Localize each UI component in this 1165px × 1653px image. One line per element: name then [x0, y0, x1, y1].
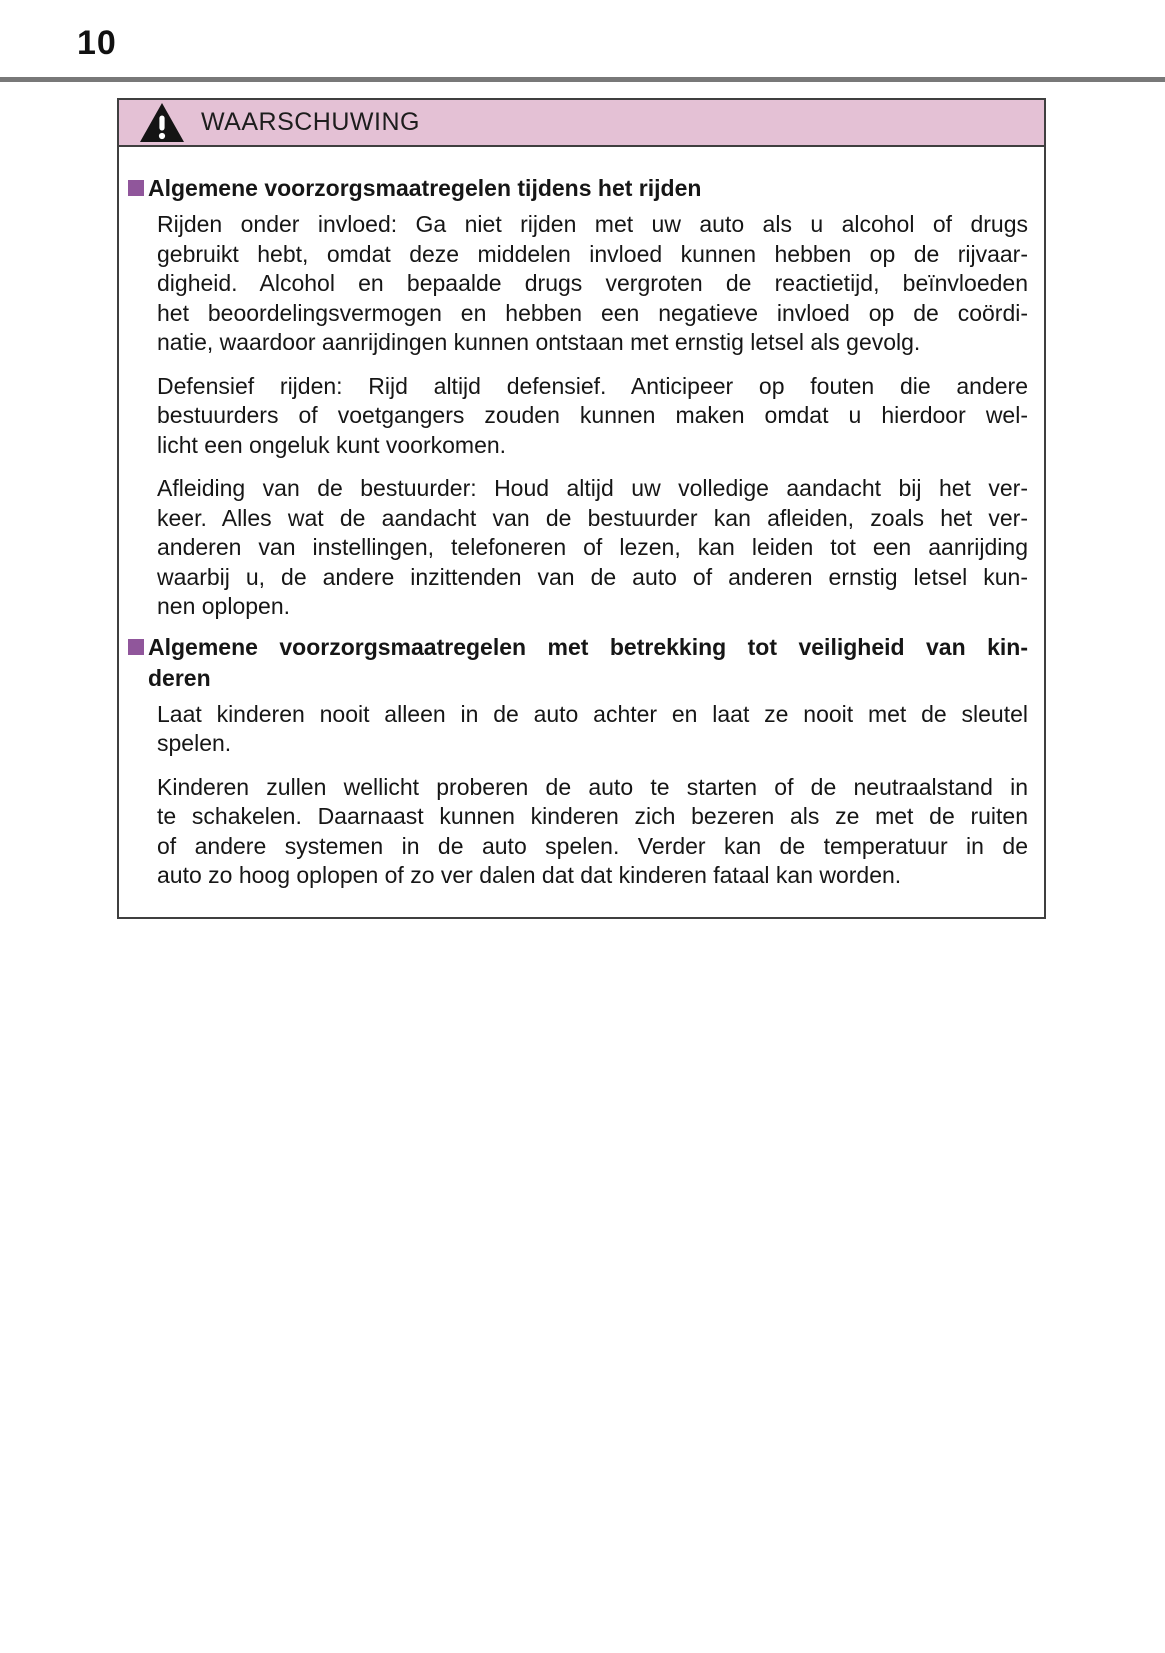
section-heading: [128, 173, 1028, 204]
paragraph-line: natie, waardoor aanrijdingen kunnen ontstaan met ernstig letsel als gevolg.: [157, 329, 921, 355]
header-divider-rule: [0, 77, 1165, 82]
paragraph-line: Rijden onder invloed: Ga niet rijden met uw auto als u alcohol of drugs: [157, 211, 1028, 237]
paragraph-line: Laat kinderen nooit alleen in de auto achter en laat ze nooit met de sleutel: [157, 700, 1028, 727]
paragraph-line: nen oplopen.: [157, 593, 291, 619]
paragraph: [157, 210, 1028, 358]
section-heading-text: [148, 632, 1028, 694]
paragraph-line: anderen van instellingen, telefoneren of lezen, kan leiden tot een aanrijding: [157, 534, 1028, 560]
section-heading-text: [148, 173, 1028, 204]
paragraph: [157, 372, 1028, 461]
paragraph-line: bestuurders of voetgangers zouden kunnen maken omdat u hierdoor wel-: [157, 402, 1028, 428]
heading-line: Algemene voorzorgsmaatregelen met betrekking tot veiligheid van kin-: [148, 633, 1028, 660]
paragraph-line: te schakelen. Daarnaast kunnen kinderen zich bezeren als ze met de ruiten: [157, 803, 1028, 829]
paragraph-line: gebruikt hebt, omdat deze middelen invloed kunnen hebben op de rijvaar-: [157, 240, 1028, 267]
section-heading: [128, 632, 1028, 694]
paragraph-line: digheid. Alcohol en bepaalde drugs vergroten de reactietijd, beïnvloeden: [157, 270, 1028, 296]
heading-bullet-icon: [128, 180, 144, 196]
paragraph: [157, 700, 1028, 759]
paragraph-line: of andere systemen in de auto spelen. Verder kan de temperatuur in de: [157, 832, 1028, 859]
warning-box: [117, 98, 1046, 919]
paragraph: [157, 773, 1028, 891]
paragraph-line: het beoordelingsvermogen en hebben een negatieve invloed op de coördi-: [157, 299, 1028, 326]
paragraph-line: waarbij u, de andere inzittenden van de auto of anderen ernstig letsel kun-: [157, 563, 1028, 590]
paragraph-line: spelen.: [157, 730, 232, 756]
page-number: 10: [77, 24, 117, 62]
paragraph-line: Defensief rijden: Rijd altijd defensief. Anticipeer op fouten die andere: [157, 372, 1028, 399]
paragraph: [157, 474, 1028, 622]
heading-line: Algemene voorzorgsmaatregelen tijdens het rijden: [148, 175, 702, 201]
warning-header-label: WAARSCHUWING: [201, 108, 420, 136]
paragraph-line: Afleiding van de bestuurder: Houd altijd uw volledige aandacht bij het ver-: [157, 475, 1028, 501]
warning-box-header: [119, 100, 1044, 147]
warning-box-content: [119, 147, 1044, 891]
heading-line: deren: [148, 664, 211, 691]
paragraph-line: Kinderen zullen wellicht proberen de auto te starten of de neutraalstand in: [157, 773, 1028, 800]
warning-triangle-icon: [140, 103, 184, 142]
heading-bullet-icon: [128, 639, 144, 655]
paragraph-line: auto zo hoog oplopen of zo ver dalen dat dat kinderen fataal kan worden.: [157, 862, 902, 888]
paragraph-line: licht een ongeluk kunt voorkomen.: [157, 431, 507, 458]
paragraph-line: keer. Alles wat de aandacht van de bestuurder kan afleiden, zoals het ver-: [157, 504, 1028, 531]
